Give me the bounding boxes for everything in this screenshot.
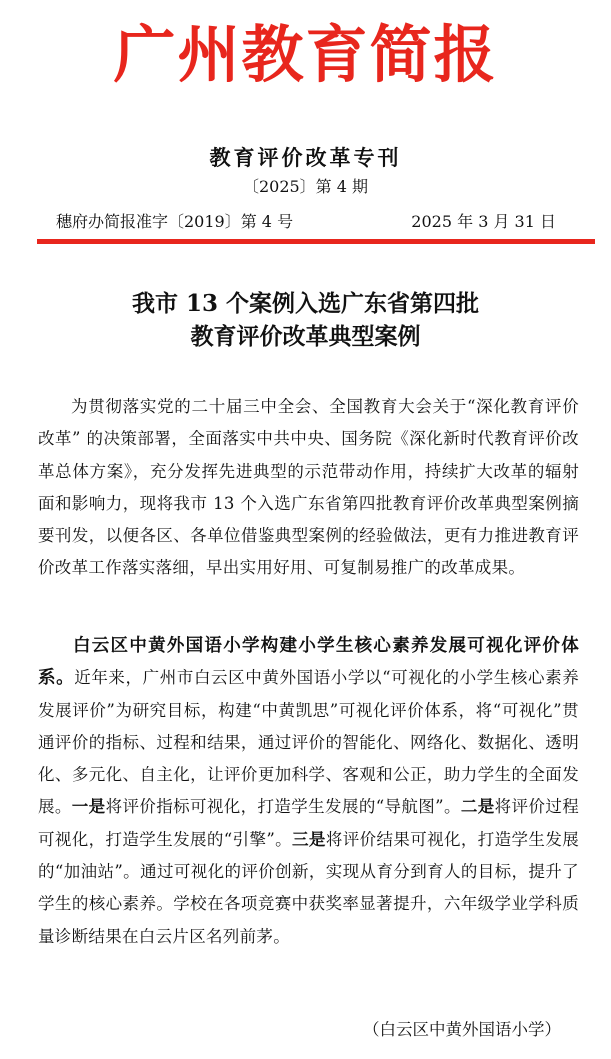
case-text-1: 近年来，广州市白云区中黄外国语小学以“可视化的小学生核心素养发展评价”为研究目标，构建“中黄凯思”可视化评价体系，将“可视化”贯通评价的指标、过程和结果，通过评价的智能化、网络化、数据化、透明化、多元化、自主化，让评价更加科学、客观和公正，助力学生的全面发展。 — [38, 668, 579, 817]
article-headline — [0, 287, 611, 353]
case-source: （白云区中黄外国语小学） — [363, 1020, 561, 1039]
case-text-2: 通过可视化的评价创新，实现从育分到育人的目标，提升了学生的核心素养。学校在各项竞赛中获奖率显著提升，六年级学业学科质量诊断结果在白云片区名列前茅。 — [38, 862, 579, 946]
special-issue-title: 教育评价改革专刊 — [209, 145, 402, 170]
point-2-text: 将评价过程可视化，打造学生发展的“引擎”。 — [38, 797, 580, 849]
intro-paragraph: 为贯彻落实党的二十届三中全会、全国教育大会关于“深化教育评价改革” 的决策部署，全面落实中共中央、国务院《深化新时代教育评价改革总体方案》，充分发挥先进典型的示范带动作用，持续扩大改革的辐射面和影响力，现将我市 13 个入选广东省第四批教育评价改革典型案例摘要刊发，以便各区、各单位借鉴典型案例的经验做法，更有力推进教育评价改革工作落实落细，早出实用好用、可复制易推广的改革成果。 — [38, 397, 579, 578]
case-paragraph — [38, 630, 579, 953]
publication-date: 2025 年 3 月 31 日 — [411, 212, 556, 231]
headline-line-2: 教育评价改革典型案例 — [190, 323, 421, 350]
publication-meta-row — [56, 211, 556, 233]
point-1-text: 将评价指标可视化，打造学生发展的“导航图”。 — [105, 797, 461, 817]
newsletter-masthead: 广州教育简报 — [113, 18, 498, 91]
permit-number: 穗府办简报准字〔2019〕第 4 号 — [56, 212, 294, 231]
red-divider-rule — [37, 239, 595, 244]
point-3-text: 将评价结果可视化，打造学生发展的“加油站”。 — [38, 829, 580, 882]
case-lead: 白云区中黄外国语小学构建小学生核心素养发展可视化评价体系。 — [38, 636, 579, 689]
point-1-label: 一是 — [71, 797, 106, 817]
point-2-label: 二是 — [460, 797, 495, 817]
issue-number: 〔2025〕第 4 期 — [242, 177, 369, 196]
point-3-label: 三是 — [292, 829, 326, 849]
headline-line-1: 我市 13 个案例入选广东省第四批 — [131, 290, 480, 317]
